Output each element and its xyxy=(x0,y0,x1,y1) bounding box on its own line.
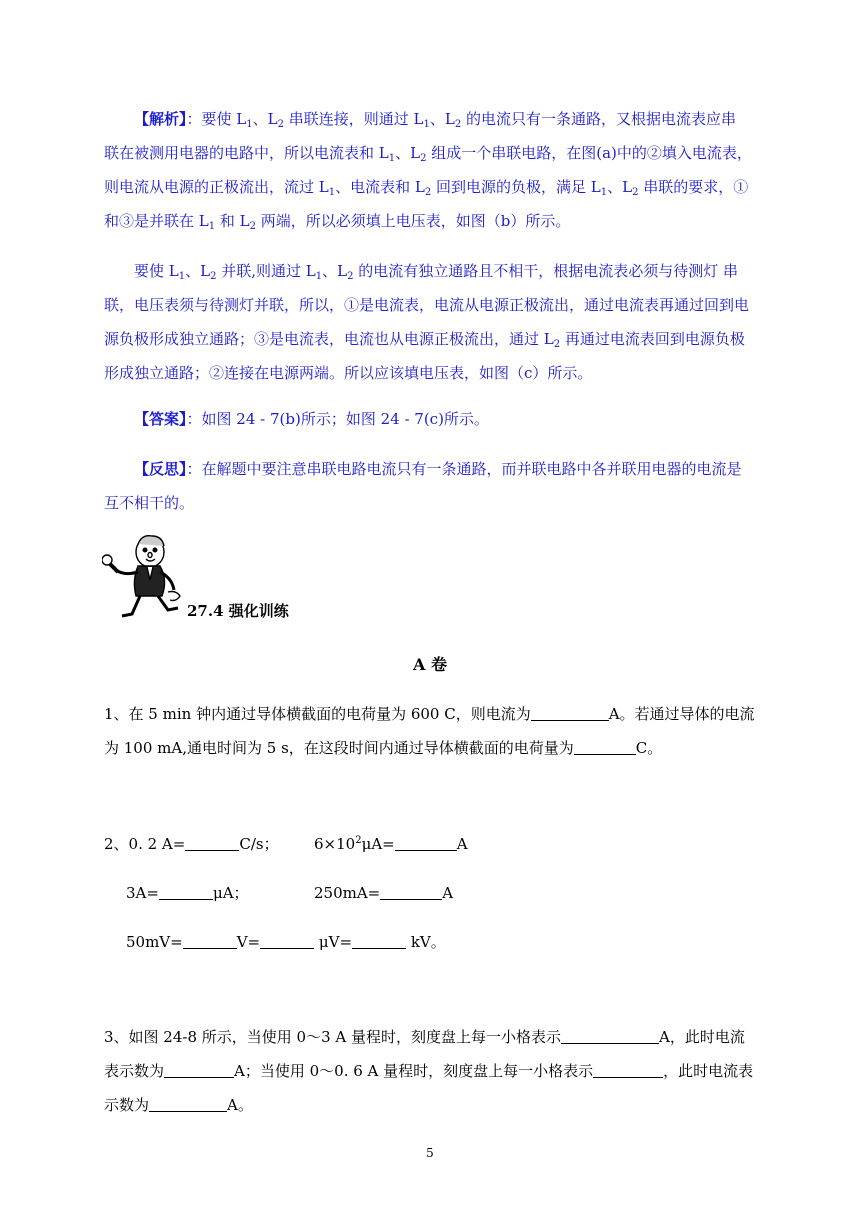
question-3-line-3: 示数为 A。 xyxy=(104,1096,253,1114)
question-2-row-2-left: 3A= μA； xyxy=(126,884,249,902)
question-3-line-1: 3、如图 24-8 所示，当使用 0～3 A 量程时，刻度盘上每一小格表示 A，此时电流 xyxy=(104,1028,745,1046)
question-2-row-2-right: 250mA= A xyxy=(314,884,454,902)
analysis-paragraph-1: 【解析】：要使 $L_1$、$L_2$ 串联连接，则通过 $L_1$、$L_2$ 的电流只有一条通路，又根据电流表应串 联在被测用电器的电路中，所以电流表和 $L_1$、$L_2$ 组成一个串联电路，在图(a)中的②填入电流表，则电流从电源的正极流出，流过 $L_1$、电流表和 $L_2$ 回到电源的负极，满足 $L_1$、$L_2$ 串联的要求，①和③是并联在 $L_1$ 和 $L_2$ 两端，所以必须填上电压表，如图（b）所示。 xyxy=(104,110,752,232)
section-subtitle: A 卷 xyxy=(413,655,447,674)
answer-blank[interactable] xyxy=(159,885,213,900)
answer-blank[interactable] xyxy=(561,1029,659,1044)
answer-label: 【答案】 xyxy=(134,410,187,428)
answer-blank[interactable] xyxy=(593,1063,663,1078)
answer-blank[interactable] xyxy=(260,934,314,949)
answer-blank[interactable] xyxy=(149,1097,227,1112)
reflection-label: 【反思】 xyxy=(134,460,187,478)
answer-blank[interactable] xyxy=(574,740,636,755)
mascot-illustration xyxy=(102,530,184,620)
answer-blank[interactable] xyxy=(531,706,609,721)
answer-paragraph: 【答案】：如图 24 - 7(b)所示；如图 24 - 7(c)所示。 xyxy=(134,410,489,428)
question-3-line-2: 表示数为 A；当使用 0～0. 6 A 量程时，刻度盘上每一小格表示 ，此时电流表 xyxy=(104,1062,754,1080)
section-heading: 27.4 强化训练 xyxy=(187,602,289,620)
reflection-paragraph: 【反思】：在解题中要注意串联电路电流只有一条通路，而并联电路中各并联用电器的电流是互不相干的。 xyxy=(104,460,742,512)
question-2-row-1-left: 2、0. 2 A= C/s； xyxy=(104,835,279,853)
answer-blank[interactable] xyxy=(395,836,457,851)
answer-blank[interactable] xyxy=(352,934,406,949)
answer-blank[interactable] xyxy=(183,934,237,949)
question-2-row-1-right: $6\times 10^2\mu A= A$ xyxy=(314,835,468,853)
question-1-line-1: 1、在 5 min 钟内通过导体横截面的电荷量为 600 C，则电流为 A。若通过导体的电流 xyxy=(104,705,755,723)
answer-blank[interactable] xyxy=(380,885,442,900)
question-1-line-2: 为 100 mA,通电时间为 5 s，在这段时间内通过导体横截面的电荷量为 C。 xyxy=(104,739,663,757)
answer-blank[interactable] xyxy=(185,836,239,851)
analysis-paragraph-2: 要使 $L_1$、$L_2$ 并联,则通过 $L_1$、$L_2$ 的电流有独立通路且不相干，根据电流表必须与待测灯 串联，电压表须与待测灯并联，所以，①是电流表，电流从电源正极流出，通过电流表再通过回到电源负极形成独立通路；③是电流表，电流也从电源正极流出，通过 $L_2$ 再通过电流表回到电源负极形成独立通路；②连接在电源两端。所以应该填电压表，如图（c）所示。 xyxy=(104,262,750,382)
analysis-label: 【解析】 xyxy=(134,110,187,128)
page-number: 5 xyxy=(426,1146,434,1160)
question-2-row-3: 50mV= V= μV= kV。 xyxy=(126,933,446,951)
answer-blank[interactable] xyxy=(164,1063,234,1078)
